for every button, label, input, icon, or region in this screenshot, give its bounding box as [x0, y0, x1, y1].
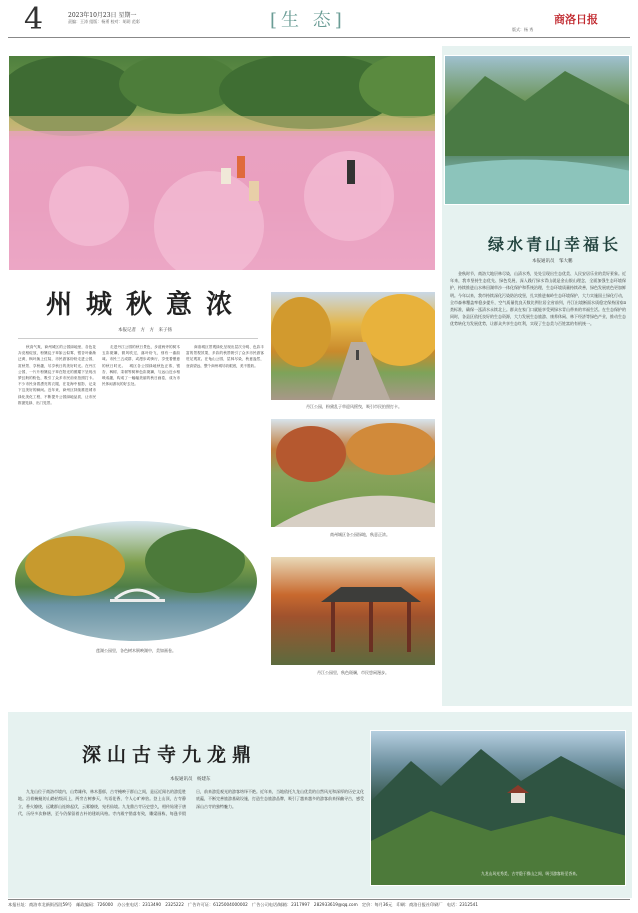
page-header: [0, 0, 638, 38]
photo-bridge-lake: [14, 520, 258, 642]
section-bracket-left: [: [270, 10, 282, 31]
header-rule: [8, 37, 630, 38]
photo-mountain-temple: [370, 730, 626, 886]
article1-byline: 本报记者 方 方 来子扬: [118, 328, 172, 333]
article1-col3: 商洛城区景观绿化呈现出层次分明、色彩丰富的景观效果，多彩的秋景吸引了众多市民游客驻足观赏。在龟山公园，层林尽染，秋意盎然，登高望远，整个商州城尽收眼底，美不胜收。: [186, 345, 264, 368]
photo-autumn-path: [270, 291, 436, 401]
photo-autumn-path-caption: 丹江公园，粉黛乱子草迎风摇曳，吸引市民拍照打卡。: [306, 404, 402, 409]
article2-byline: 本报通讯员 邹大鹏: [532, 259, 573, 264]
date-line: 2023年10月23日 星期一: [68, 12, 137, 19]
article3-body: 九龙山位于商洛市境内，山势雄伟，林木葱郁，古寺掩映于群山之间，是远近闻名的游览胜地。沿着蜿蜒的山路拾级而上，两旁古树参天，鸟语花香，令人心旷神怡。登上山顶，古寺静立，香火缭绕，远眺群山连绵起伏，云雾缭绕，宛若仙境。九龙鼎古寺历史悠久，相传始建于唐代，历经多次修缮，至今仍保留着古朴的建筑风格。寺内殿宇错落有致，雕梁画栋，每逢节假日，前来游览观光的游客络绎不绝。近年来，当地依托九龙山优美的自然风光和深厚的历史文化底蕴，不断完善旅游基础设施，打造生态旅游品牌，吸引了越来越多的游客前来探幽寻古，感受深山古寺的独特魅力。: [18, 789, 364, 817]
article1-col1: 秋高气爽，商州城区的公园绿地里，各色花卉竞相绽放，粉黛乱子草如云似雾，银杏叶渐渐泛黄，枫叶换上红装，市民游客纷纷走进公园，赏秋景、享秋趣，尽享秋日的美好时光。在丹江公园，一片片粉黛乱子草在阳光的照耀下呈现出梦幻般的粉色，吸引了众多市民前来拍照打卡。不少市民身着漂亮的衣服，在花海中留影，记录下这美好的瞬间。近年来，商州区持续推进城市绿化美化工程，不断提升公园绿地品质，让市民推窗见绿、出门见景。: [18, 345, 96, 405]
page-number: 4: [24, 2, 44, 37]
section-title: [270, 6, 346, 32]
photo-mountain-river: [444, 55, 630, 205]
photo-mountain-temple-caption: 九龙山风光秀美，古寺隐于群山之间，吸引游客纷至沓来。: [481, 871, 580, 876]
section-bracket-right: ]: [334, 10, 346, 31]
article3-byline: 本报通讯员 杨建东: [170, 777, 211, 782]
paper-logo: 商洛日报: [554, 13, 598, 26]
photo-park-lawn-caption: 商州城区各公园绿地，秋意正浓。: [330, 532, 390, 537]
footer-info: 本报社址：商洛市北新街西段59号 邮政编码：726000 办公室电话：2313490 2325222 广告许可证：6125004000002 广告公司电话/邮箱：2317997 282933619@qq.com 定价：每月36元 印刷：商洛日报社印刷厂 电话：2312541: [8, 902, 478, 907]
article1-col2: 走进丹江公园的秋日景色，步道两旁的树木五彩斑斓，微风吹过，落叶纷飞，别有一番韵味。市民三五成群，或漫步或骑行，享受着惬意的秋日时光。 城区各公园绿地秋色正浓，银杏、枫树、栾树等树种色彩斑斓，与远山近水相映成趣，构成了一幅幅美丽的秋日画卷，成为市民休闲游玩的好去处。: [102, 345, 180, 387]
photo-park-lawn: [270, 418, 436, 528]
article3-title: 深山古寺九龙鼎: [82, 744, 258, 766]
photo-pavilion: [270, 556, 436, 666]
photo-pavilion-caption: 丹江公园里，秋色斑斓，市民悠闲漫步。: [317, 670, 389, 675]
hero-photo-pink-grass: [8, 55, 436, 271]
article1-title-rule: [18, 338, 258, 339]
layout-credit: 版式：杨 秀: [512, 27, 534, 32]
footer-rule: [8, 899, 630, 900]
editor-line: 责编：王涛 组版：杨勇 校对：胡玥 范彩: [68, 19, 140, 24]
section-label: 生 态: [281, 10, 335, 31]
article1-title: 州城秋意浓: [46, 290, 247, 320]
photo-bridge-lake-caption: 莲湖公园里，各色树木倒映湖中，美如画卷。: [96, 648, 176, 653]
article2-body: 金秋时节，商洛大地层林尽染，山清水秀，处处呈现出生态优美、人民安居乐业的美好景象。近年来，我市坚持生态优先、绿色发展，深入践行绿水青山就是金山银山理念，全面加强生态环境保护，持续推进山水林田湖草沙一体化保护和系统治理，生态环境质量持续改善，绿色发展底色更加鲜明。今年以来，我市持续深化污染防治攻坚，扎实推进秦岭生态环境保护，大力实施国土绿化行动，全市森林覆盖率稳步提升，空气质量优良天数比例位居全省前列，丹江出境断面水质稳定保持国家Ⅱ类标准，确保一泓清水永续北上。群众在家门口就能享受到绿水青山带来的幸福生活。在生态保护的同时，各县区依托良好的生态资源，大力发展生态旅游、康养休闲、林下经济等绿色产业，推动生态优势转化为发展优势，让群众共享生态红利，实现了生态美与百姓富的有机统一。: [450, 271, 626, 327]
article2-title: 绿水青山幸福长: [488, 235, 622, 254]
